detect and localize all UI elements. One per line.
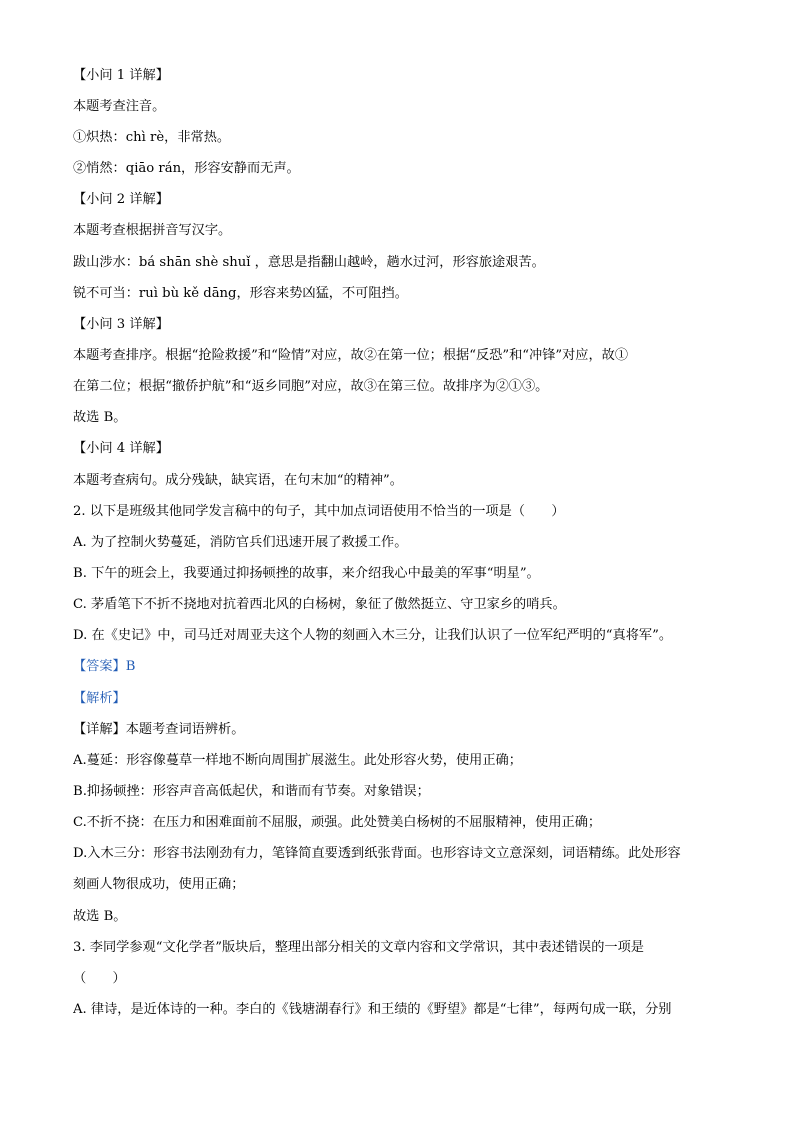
question-3-stem: 3. 李同学参观“文化学者”版块后，整理出部分相关的文章内容和文学常识，其中表述错误的一项是 [73,940,644,955]
answer-tag: 【答案】B [73,659,136,674]
explanation-text: 刻画人物很成功，使用正确； [73,877,245,892]
explanation-text: 在第二位；根据“撤侨护航”和“返乡同胞”对应，故③在第三位。故排序为②①③。 [73,379,549,394]
explanation-text: 本题考查排序。根据“抢险救援”和“险情”对应，故②在第一位；根据“反恐”和“冲锋”对应，故① [73,348,629,363]
question-3-option-a: A. 律诗，是近体诗的一种。李白的《钱塘湖春行》和王绩的《野望》都是“七律”，每两句成一联，分别 [73,1002,672,1017]
explanation-text: D.入木三分：形容书法刚劲有力，笔锋简直要透到纸张背面。也形容诗文立意深刻，词语精练。此处形容 [73,846,681,861]
explanation-text: 锐不可当：ruì bù kě dāng，形容来势凶猛，不可阻挡。 [73,286,408,301]
conclusion-text: 故选 B。 [73,909,127,924]
question-2-option-d: D. 在《史记》中，司马迁对周亚夫这个人物的刻画入木三分，让我们认识了一位军纪严明的“真将军”。 [73,628,673,643]
question-3-stem-parens: （ ） [73,971,126,986]
subquestion-3-heading: 【小问 3 详解】 [73,317,169,332]
explanation-text: 本题考查病句。成分残缺，缺宾语，在句末加“的精神”。 [73,473,403,488]
analysis-tag: 【解析】 [73,691,126,706]
subquestion-4-heading: 【小问 4 详解】 [73,441,169,456]
explanation-text: C.不折不挠：在压力和困难面前不屈服，顽强。此处赞美白杨树的不屈服精神，使用正确； [73,815,602,830]
detail-heading: 【详解】本题考查词语辨析。 [73,722,245,737]
subquestion-1-heading: 【小问 1 详解】 [73,68,169,83]
subquestion-2-heading: 【小问 2 详解】 [73,192,169,207]
explanation-text: B.抑扬顿挫：形容声音高低起伏，和谐而有节奏。对象错误； [73,784,430,799]
question-2-option-a: A. 为了控制火势蔓延，消防官兵们迅速开展了救援工作。 [73,535,408,550]
explanation-text: 本题考查根据拼音写汉字。 [73,223,232,238]
explanation-text: A.蔓延：形容像蔓草一样地不断向周围扩展滋生。此处形容火势，使用正确； [73,753,522,768]
explanation-text: ①炽热：chì rè，非常热。 [73,130,231,145]
question-2-option-c: C. 茅盾笔下不折不挠地对抗着西北风的白杨树，象征了傲然挺立、守卫家乡的哨兵。 [73,597,566,612]
question-2-stem: 2. 以下是班级其他同学发言稿中的句子，其中加点词语使用不恰当的一项是（ ） [73,504,565,519]
explanation-text: ②悄然：qiāo rán，形容安静而无声。 [73,161,300,176]
question-2-option-b: B. 下午的班会上，我要通过抑扬顿挫的故事，来介绍我心中最美的军事“明星”。 [73,566,540,581]
explanation-text: 本题考查注音。 [73,99,166,114]
explanation-text: 跋山涉水：bá shān shè shuǐ ，意思是指翻山越岭，趟水过河，形容旅途艰苦。 [73,255,545,270]
conclusion-text: 故选 B。 [73,410,127,425]
